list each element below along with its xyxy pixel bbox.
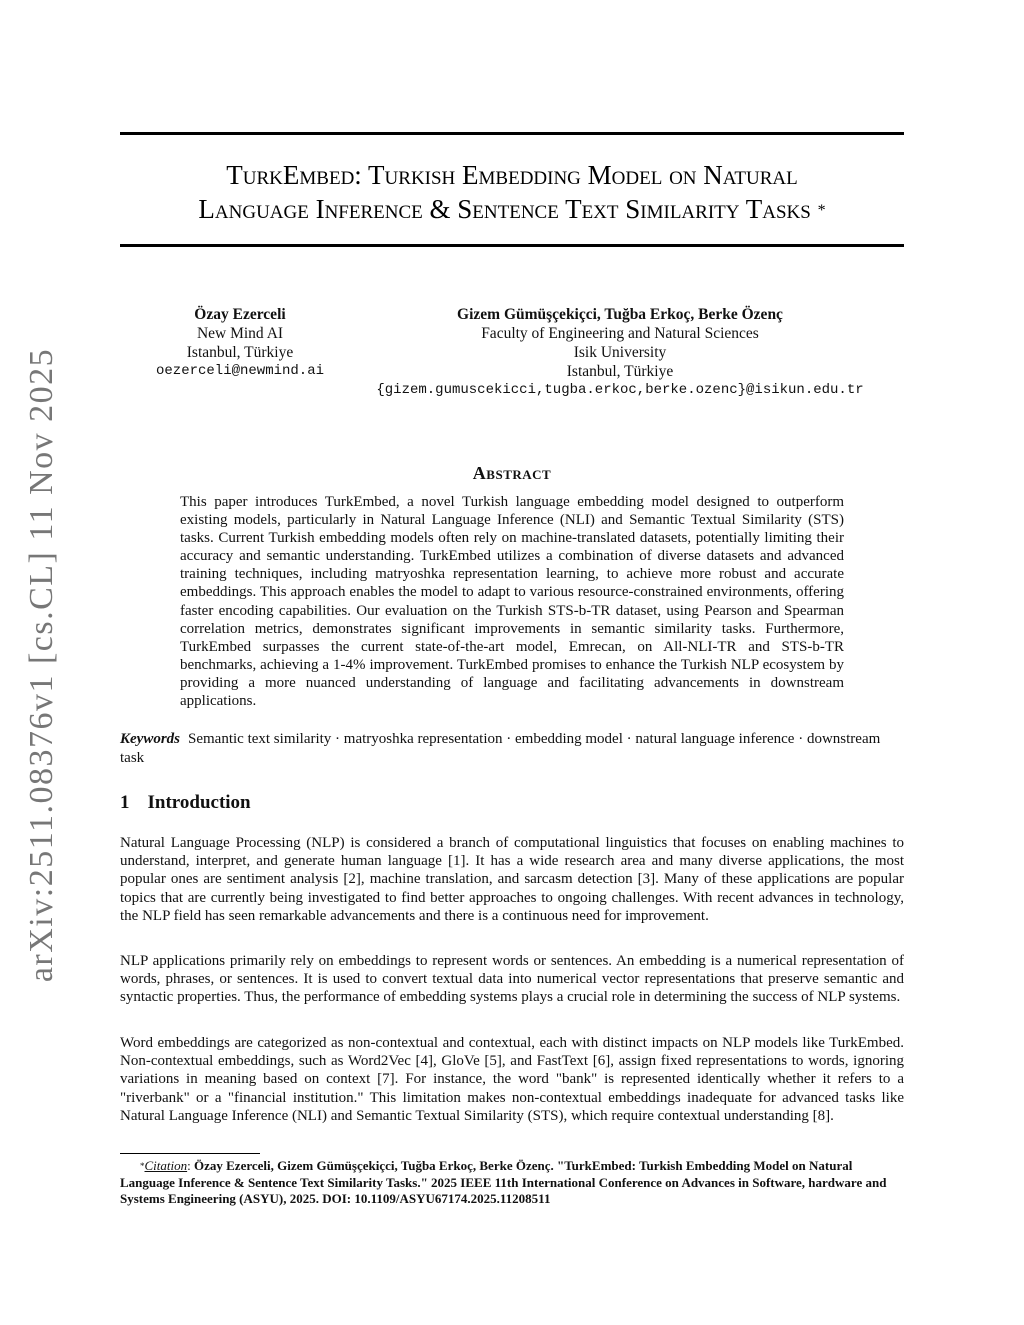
author-affiliation: New Mind AI: [196, 325, 284, 342]
intro-paragraph-3: Word embeddings are categorized as non-contextual and contextual, each with distinct impacts on NLP models like TurkEmbed. Non-contextual embeddings, such as Word2Vec [4], GloVe [5], and FastText [6], assign fixed representations to words, ignoring variations in meaning based on context [7]. For instance, the word "bank" is represented identically whether it refers to a "riverbank" or a "financial institution." This limitation makes non-contextual embeddings inadequate for advanced tasks like Natural Language Inference (NLI) and Semantic Textual Similarity (STS), which require contextual understanding [8].: [120, 1035, 904, 1124]
author-emails[interactable]: {gizem.gumuscekicci,tugba.erkoc,berke.ozenc}@isikun.edu.tr: [376, 382, 864, 398]
author-names: Gizem Gümüşçekiçci, Tuğba Erkoç, Berke Özenç: [457, 306, 783, 323]
title-bottom-rule: [120, 244, 904, 247]
citation-text: Özay Ezerceli, Gizem Gümüşçekiçci, Tuğba Erkoç, Berke Özenç. "TurkEmbed: Turkish Embedding Model on Natural Language Inference & Sentence Text Similarity Tasks." 2025 IEEE 11th International Conference on Advances in Software, hardware and Systems Engineering (ASYU), 2025. DOI: 10.1109/ASYU67174.2025.11208511: [120, 1158, 887, 1206]
citation-separator: :: [187, 1158, 194, 1173]
footnote-marker: *: [140, 1161, 145, 1171]
section-heading-introduction: [120, 792, 251, 814]
paper-title: [120, 158, 904, 226]
abstract-heading: Abstract: [472, 463, 552, 483]
title-line-2: Language Inference & Sentence Text Similarity Tasks: [198, 194, 811, 224]
intro-paragraph-2: NLP applications primarily rely on embeddings to represent words or sentences. An embedding is a numerical representation of words, phrases, or sentences. It is used to convert textual data into numerical vector representations that preserve semantic and syntactic properties. Thus, the performance of embedding systems plays a crucial role in determining the success of NLP systems.: [120, 953, 904, 1006]
keywords-label: Keywords: [120, 731, 180, 747]
author-block-left: [150, 305, 330, 381]
author-name: Özay Ezerceli: [194, 306, 286, 323]
author-location: Istanbul, Türkiye: [566, 363, 674, 380]
section-number: 1: [120, 792, 130, 813]
title-line-1: TurkEmbed: Turkish Embedding Model on Natural: [226, 160, 798, 190]
footnote-rule: [120, 1153, 260, 1154]
author-faculty: Faculty of Engineering and Natural Sciences: [481, 325, 759, 342]
author-university: Isik University: [573, 344, 667, 361]
citation-label[interactable]: Citation: [144, 1158, 188, 1173]
author-location: Istanbul, Türkiye: [186, 344, 294, 361]
citation-footnote: [120, 1158, 904, 1208]
title-footnote-marker[interactable]: *: [817, 202, 826, 219]
intro-paragraph-1: Natural Language Processing (NLP) is considered a branch of computational linguistics that focuses on enabling machines to understand, interpret, and generate human language [1]. It has a wide research area and many diverse applications, the most popular ones are sentiment analysis [2], machine translation, and sarcasm detection [3]. Many of these applications are popular topics that are currently being investigated to find better approaches to ongoing challenges. With recent advances in technology, the NLP field has seen remarkable advancements and there is a continuous need for improvement.: [120, 835, 904, 924]
section-title: Introduction: [147, 792, 251, 813]
arxiv-identifier-stamp: arXiv:2511.08376v1 [cs.CL] 11 Nov 2025: [23, 347, 60, 983]
title-top-rule: [120, 132, 904, 135]
author-block-right: [360, 305, 880, 400]
author-email[interactable]: oezerceli@newmind.ai: [155, 363, 325, 379]
abstract-text: This paper introduces TurkEmbed, a novel Turkish language embedding model designed to outperform existing models, particularly in Natural Language Inference (NLI) and Semantic Textual Similarity (STS) tasks. Current Turkish embedding models often rely on machine-translated datasets, potentially limiting their accuracy and semantic understanding. TurkEmbed utilizes a combination of diverse datasets and advanced training techniques, including matryoshka representation learning, to achieve more robust and accurate embeddings. This approach enables the model to adapt to various resource-constrained environments, offering faster encoding capabilities. Our evaluation on the Turkish STS-b-TR dataset, using Pearson and Spearman correlation metrics, demonstrates significant improvements in semantic similarity tasks. Furthermore, TurkEmbed surpasses the current state-of-the-art model, Emrecan, on All-NLI-TR and STS-b-TR benchmarks, achieving a 1-4% improvement. TurkEmbed promises to enhance the Turkish NLP ecosystem by providing a more nuanced understanding of language and facilitating advancements in downstream applications.: [180, 494, 844, 710]
keywords: [120, 730, 904, 767]
keywords-text: Semantic text similarity · matryoshka representation · embedding model · natural language inference · downstream task: [120, 731, 881, 766]
